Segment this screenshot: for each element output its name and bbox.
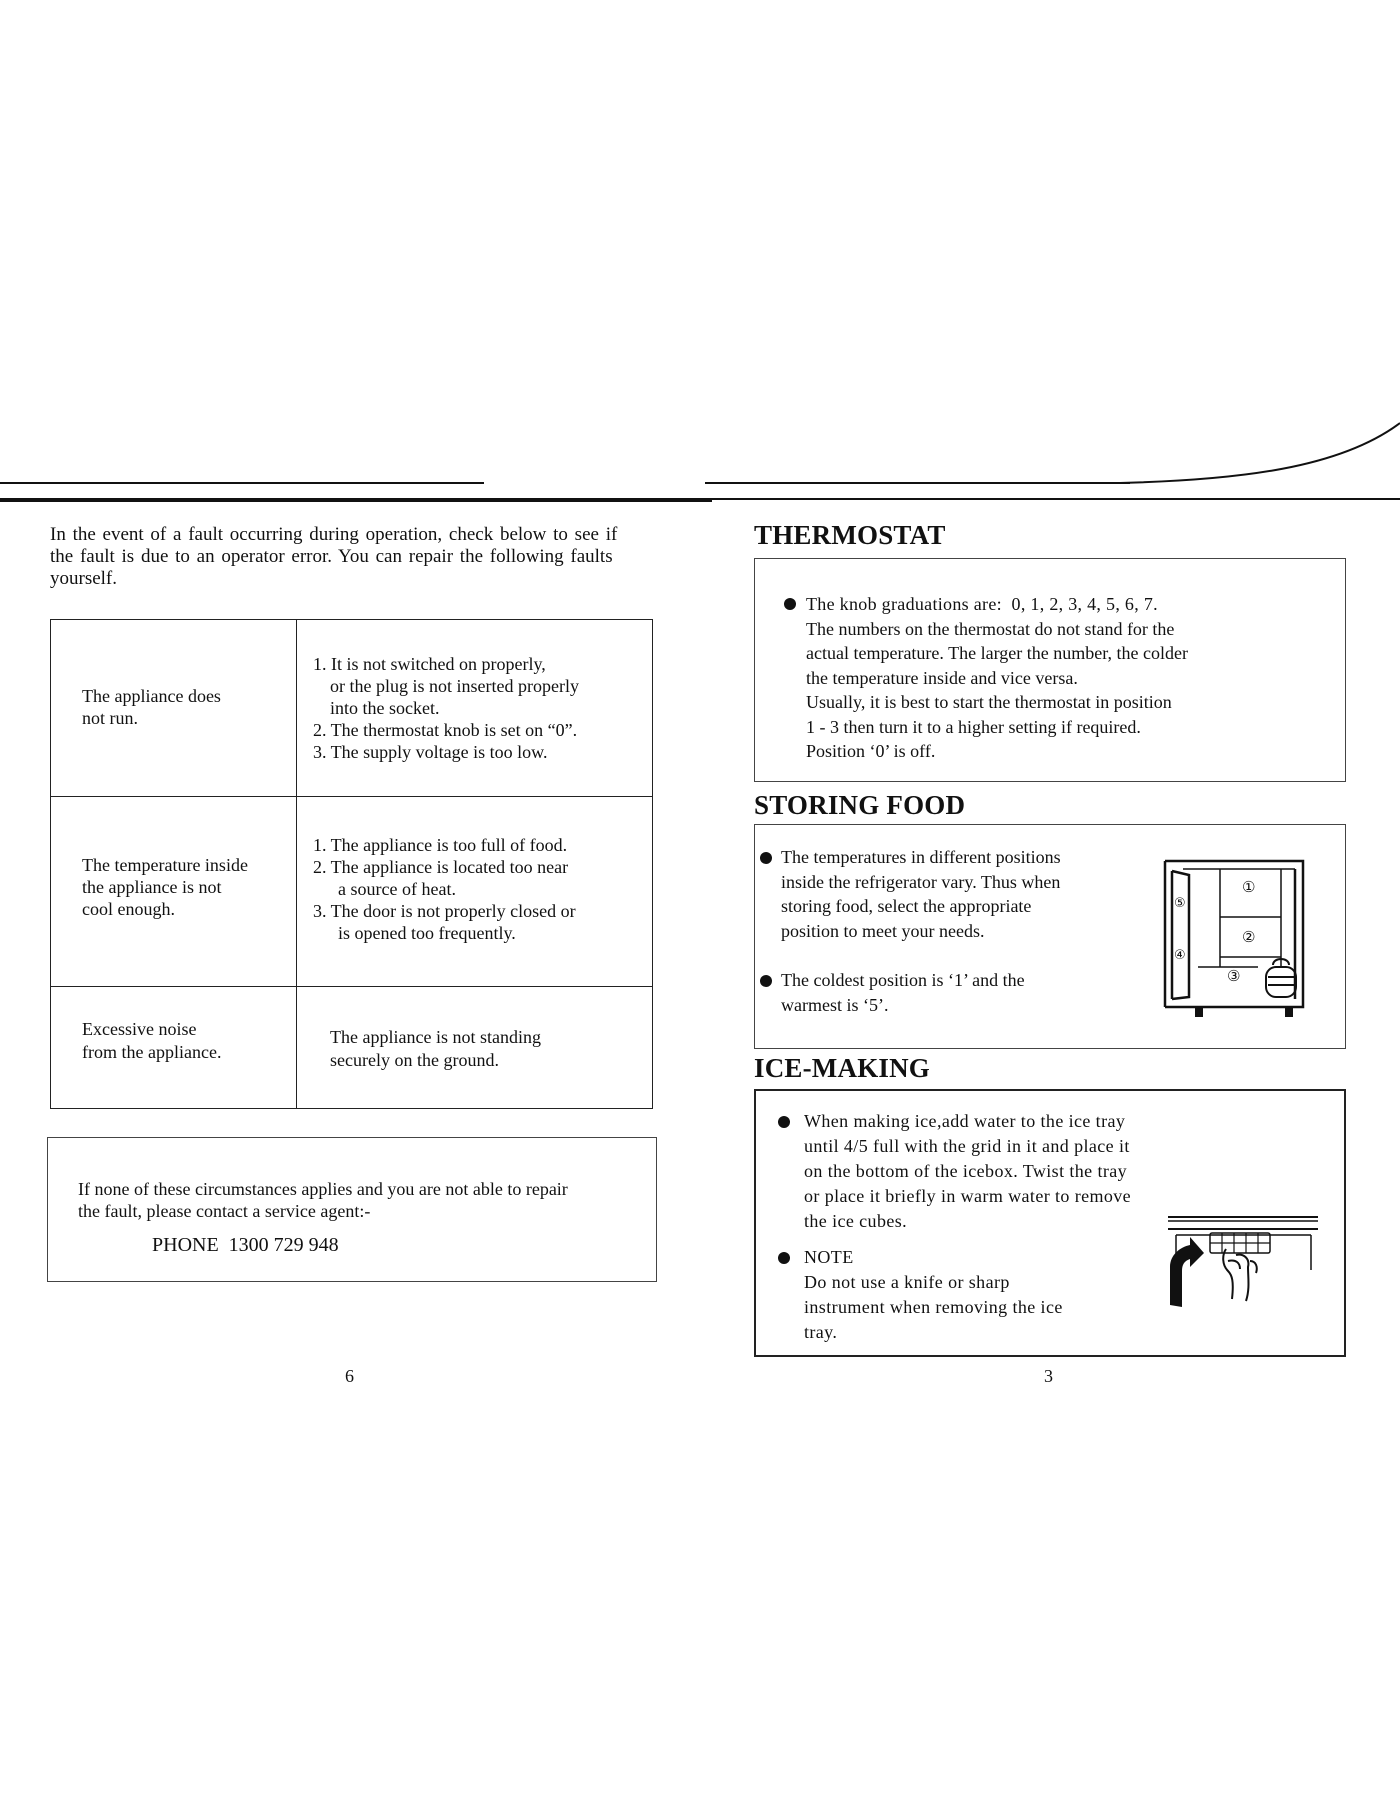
problem-line: The appliance does — [82, 686, 221, 706]
cause-line: 2. The thermostat knob is set on “0”. — [313, 720, 578, 740]
hand-icon — [1223, 1249, 1257, 1301]
top-rule-left — [0, 482, 484, 484]
storing-food-box — [754, 824, 1346, 1049]
cause-line: 3. The door is not properly closed or — [313, 901, 576, 921]
note-line: Do not use a knife or sharp — [804, 1272, 1010, 1292]
bullet-icon — [760, 852, 772, 864]
ice-making-line: on the bottom of the icebox. Twist the tray — [804, 1161, 1128, 1181]
table-row-divider — [51, 796, 652, 797]
problem-line: the appliance is not — [82, 877, 222, 897]
bullet-icon — [784, 598, 796, 610]
ice-making-heading: ICE-MAKING — [754, 1053, 930, 1083]
storing-food-heading: STORING FOOD — [754, 790, 966, 820]
shelf-position-3-label: ③ — [1227, 967, 1241, 985]
shelf-position-5-label: ⑤ — [1174, 896, 1186, 911]
table-row-2-problem — [82, 854, 248, 920]
thermostat-line: 1 - 3 then turn it to a higher setting if required. — [806, 716, 1141, 737]
cause-line: is opened too frequently. — [338, 923, 516, 943]
ice-making-line: When making ice,add water to the ice tray — [804, 1111, 1126, 1131]
table-column-divider — [296, 620, 297, 1108]
thermostat-box — [754, 558, 1346, 782]
service-note-line: If none of these circumstances applies and you are not able to repair — [78, 1179, 568, 1199]
top-rule-right — [705, 482, 1130, 484]
thermostat-line: Usually, it is best to start the thermostat in position — [806, 692, 1172, 712]
storing-food-line: storing food, select the appropriate — [781, 896, 1032, 916]
ice-making-line: the ice cubes. — [804, 1211, 908, 1231]
thermostat-line: The numbers on the thermostat do not stand for the — [806, 618, 1175, 639]
thermostat-heading: THERMOSTAT — [754, 520, 946, 550]
cause-line: into the socket. — [330, 698, 440, 718]
service-agent-box — [47, 1137, 657, 1282]
cause-line: 1. The appliance is too full of food. — [313, 835, 568, 855]
thermostat-text — [806, 592, 1188, 764]
thermostat-line: The knob graduations are: 0, 1, 2, 3, 4, 5, 6, 7. — [806, 594, 1158, 614]
spread-divider-rule — [0, 498, 712, 502]
table-row-1-causes — [313, 653, 579, 763]
storing-food-text-2 — [781, 968, 1025, 1017]
arrow-icon — [1170, 1237, 1204, 1307]
shelf-position-1-label: ① — [1242, 878, 1256, 896]
cause-line: 3. The supply voltage is too low. — [313, 742, 548, 762]
note-label: NOTE — [804, 1247, 854, 1267]
ice-making-line: until 4/5 full with the grid in it and place it — [804, 1136, 1130, 1156]
page-number-right: 3 — [1044, 1366, 1053, 1386]
intro-paragraph — [50, 524, 625, 590]
ice-making-text — [804, 1109, 1131, 1234]
refrigerator-positions-diagram — [1163, 859, 1307, 1019]
intro-line: In the event of a fault occurring during operation, check below to see if — [50, 524, 618, 545]
ice-tray-removal-illustration — [1166, 1215, 1326, 1315]
ice-making-note — [804, 1245, 1063, 1345]
storing-food-line: The temperatures in different positions — [781, 847, 1061, 867]
cause-line: securely on the ground. — [330, 1050, 499, 1070]
thermostat-line: Position ‘0’ is off. — [806, 741, 936, 761]
table-row-3-problem — [82, 1018, 221, 1064]
service-note — [78, 1178, 568, 1222]
spread-divider-rule-right — [712, 498, 1400, 500]
service-note-line: the fault, please contact a service agent:- — [78, 1201, 371, 1221]
intro-line: yourself. — [50, 568, 118, 589]
storing-food-line: position to meet your needs. — [781, 920, 985, 941]
thermostat-line: actual temperature. The larger the number, the colder — [806, 643, 1188, 663]
cause-line: or the plug is not inserted properly — [330, 676, 579, 696]
shelf-position-4-label: ④ — [1174, 948, 1186, 963]
storing-food-line: The coldest position is ‘1’ and the — [781, 970, 1025, 990]
table-row-divider — [51, 986, 652, 987]
storing-food-line: inside the refrigerator vary. Thus when — [781, 871, 1061, 892]
problem-line: cool enough. — [82, 899, 175, 919]
ice-making-line: or place it briefly in warm water to remove — [804, 1186, 1132, 1206]
cause-line: The appliance is not standing — [330, 1027, 541, 1047]
shelf-position-2-label: ② — [1242, 928, 1256, 946]
cause-line: a source of heat. — [338, 879, 456, 899]
top-curve — [1120, 420, 1400, 490]
note-line: instrument when removing the ice — [804, 1297, 1063, 1317]
bullet-icon — [778, 1252, 790, 1264]
bullet-icon — [778, 1116, 790, 1128]
note-line: tray. — [804, 1322, 838, 1342]
cause-line: 1. It is not switched on properly, — [313, 654, 546, 674]
bullet-icon — [760, 975, 772, 987]
problem-line: not run. — [82, 708, 138, 728]
ice-making-box — [754, 1089, 1346, 1357]
problem-line: The temperature inside — [82, 855, 248, 875]
table-row-2-causes — [313, 834, 576, 944]
table-row-3-causes — [330, 1026, 541, 1072]
service-phone: PHONE 1300 729 948 — [152, 1234, 339, 1256]
storing-food-line: warmest is ‘5’. — [781, 994, 889, 1015]
page-number-left: 6 — [345, 1366, 354, 1386]
storing-food-text-1 — [781, 845, 1061, 943]
intro-line: the fault is due to an operator error. You can repair the following faults — [50, 546, 613, 567]
table-row-1-problem — [82, 685, 221, 729]
cause-line: 2. The appliance is located too near — [313, 857, 569, 877]
troubleshooting-table — [50, 619, 653, 1109]
problem-line: Excessive noise — [82, 1019, 197, 1039]
thermostat-line: the temperature inside and vice versa. — [806, 667, 1078, 688]
problem-line: from the appliance. — [82, 1042, 222, 1062]
